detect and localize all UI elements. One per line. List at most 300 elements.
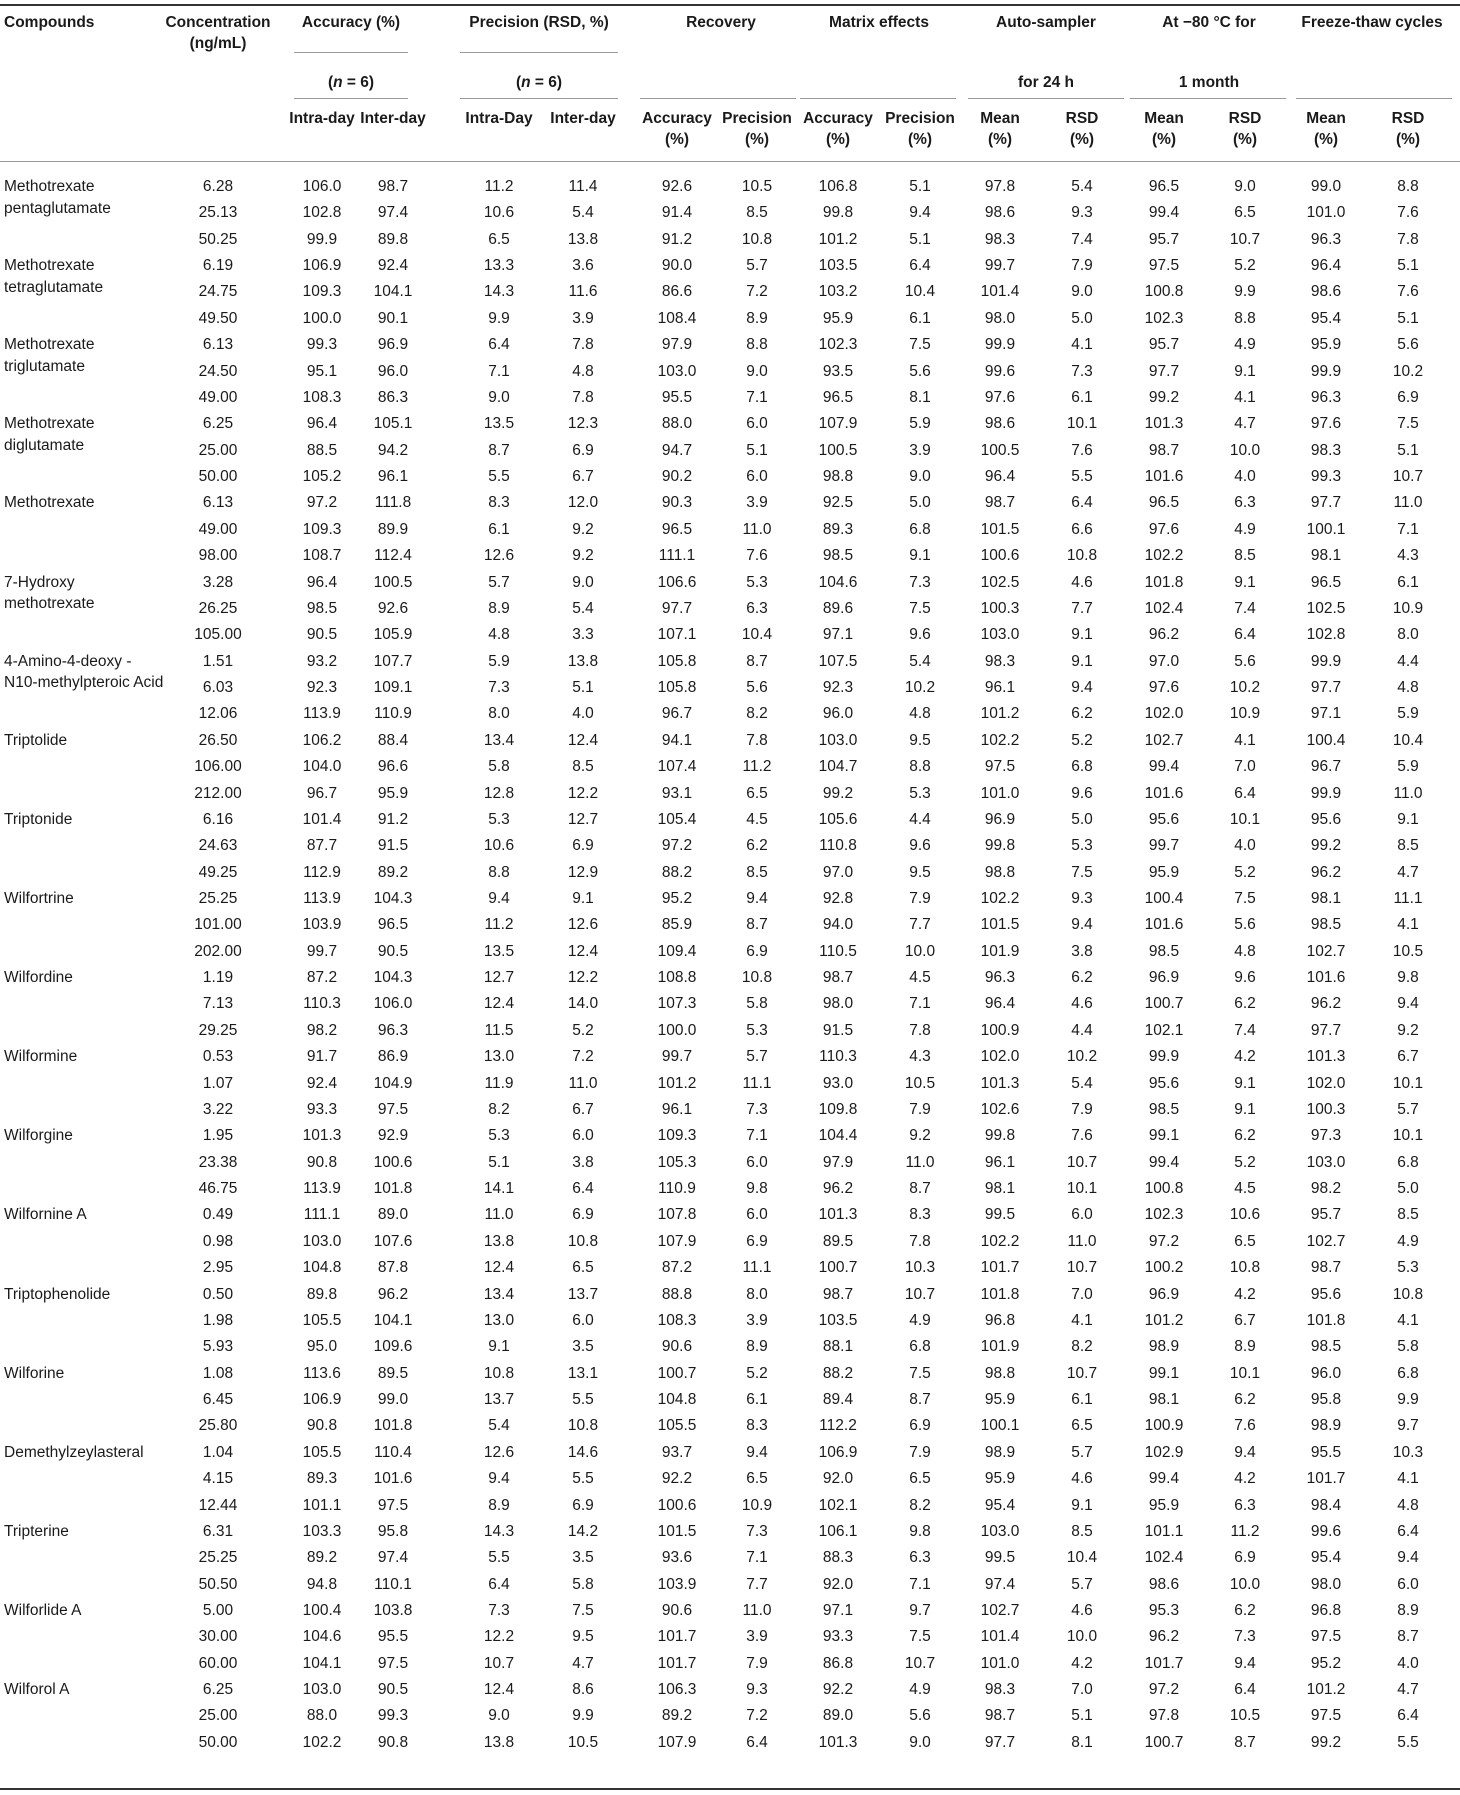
table-cell: 105.1 — [373, 415, 413, 433]
table-cell: 5.1 — [572, 679, 594, 697]
table-cell: 6.3 — [909, 1549, 931, 1567]
table-cell: 97.1 — [822, 626, 854, 644]
table-cell: 10.0 — [904, 942, 936, 960]
table-cell: 5.0 — [1397, 1180, 1419, 1198]
table-cell: 12.4 — [567, 942, 599, 960]
table-cell: 5.8 — [746, 995, 768, 1013]
table-cell: 5.8 — [488, 758, 510, 776]
table-cell: 93.1 — [661, 784, 693, 802]
table-cell: 6.9 — [572, 1206, 594, 1224]
table-cell: 96.5 — [1310, 573, 1342, 591]
table-cell: 96.5 — [661, 520, 693, 538]
header-auto-rsd — [1066, 108, 1099, 150]
table-cell: 6.9 — [572, 1496, 594, 1514]
table-cell: 9.9 — [1397, 1391, 1419, 1409]
table-cell: 96.4 — [306, 573, 338, 591]
table-cell: 14.3 — [483, 283, 515, 301]
table-cell: 112.2 — [819, 1417, 857, 1435]
table-cell: 12.7 — [483, 969, 515, 987]
table-cell: 10.5 — [1392, 942, 1424, 960]
table-cell: 9.0 — [572, 573, 594, 591]
table-cell: 6.5 — [488, 230, 510, 248]
compound-name: 7-Hydroxy methotrexate — [4, 573, 95, 613]
table-cell: 6.8 — [1397, 1153, 1419, 1171]
table-cell: 25.25 — [198, 889, 238, 907]
table-cell: 93.7 — [661, 1443, 693, 1461]
table-cell: 100.7 — [1144, 1733, 1184, 1751]
table-cell: 9.7 — [1397, 1417, 1419, 1435]
table-cell: 9.1 — [1234, 1100, 1256, 1118]
table-cell: 96.6 — [377, 758, 409, 776]
table-cell: 106.1 — [818, 1522, 858, 1540]
header-auto-mean — [980, 108, 1020, 150]
table-cell: 96.0 — [822, 705, 854, 723]
auto-mean-l2: (%) — [987, 131, 1013, 148]
table-cell: 5.9 — [909, 415, 931, 433]
table-cell: 4.1 — [1071, 1311, 1093, 1329]
table-cell: 4.0 — [572, 705, 594, 723]
table-cell: 102.1 — [818, 1496, 858, 1514]
table-cell: 7.3 — [488, 679, 510, 697]
table-cell: 9.4 — [1234, 1654, 1256, 1672]
table-cell: 6.0 — [1071, 1206, 1093, 1224]
table-cell: 9.1 — [1234, 362, 1256, 380]
table-cell: 9.4 — [1397, 995, 1419, 1013]
table-cell: 8.3 — [746, 1417, 768, 1435]
table-cell: 7.9 — [746, 1654, 768, 1672]
table-cell: 13.5 — [483, 942, 515, 960]
table-cell: 87.2 — [661, 1259, 693, 1277]
table-cell: 95.7 — [1148, 230, 1180, 248]
table-cell: 5.2 — [1234, 257, 1256, 275]
table-cell: 97.7 — [984, 1733, 1016, 1751]
m80-rsd-l1: RSD — [1228, 110, 1262, 127]
table-cell: 10.1 — [1229, 1364, 1261, 1382]
table-cell: 110.5 — [819, 942, 857, 960]
table-cell: 6.0 — [746, 468, 768, 486]
table-cell: 12.7 — [567, 810, 599, 828]
table-cell: 5.5 — [572, 1391, 594, 1409]
table-cell: 6.1 — [1071, 1391, 1093, 1409]
table-cell: 10.6 — [483, 837, 515, 855]
table-cell: 11.0 — [1067, 1232, 1097, 1250]
table-cell: 96.2 — [377, 1285, 409, 1303]
table-cell: 60.00 — [198, 1654, 238, 1672]
table-cell: 10.4 — [1392, 731, 1424, 749]
table-cell: 98.7 — [377, 178, 409, 195]
table-cell: 5.7 — [746, 1048, 768, 1066]
table-cell: 0.98 — [202, 1232, 234, 1250]
table-cell: 9.2 — [572, 547, 594, 565]
table-cell: 4.8 — [1234, 942, 1256, 960]
table-cell: 90.5 — [306, 626, 338, 644]
table-cell: 9.3 — [1071, 204, 1093, 222]
table-cell: 5.1 — [1397, 309, 1419, 327]
table-cell: 112.9 — [303, 863, 341, 881]
table-cell: 101.2 — [1144, 1311, 1184, 1329]
table-cell: 8.5 — [1071, 1522, 1093, 1540]
compound-name: Wilfordine — [4, 969, 73, 987]
table-cell: 10.8 — [1066, 547, 1098, 565]
table-cell: 102.2 — [1144, 547, 1184, 565]
table-cell: 96.3 — [1310, 230, 1342, 248]
table-cell: 94.2 — [377, 441, 409, 459]
table-cell: 100.4 — [1144, 889, 1184, 907]
table-cell: 0.50 — [202, 1285, 234, 1303]
table-cell: 90.3 — [661, 494, 693, 512]
table-cell: 5.9 — [1397, 758, 1419, 776]
table-cell: 6.8 — [909, 1338, 931, 1356]
table-cell: 113.9 — [303, 1180, 341, 1198]
table-cell: 6.0 — [572, 1311, 594, 1329]
table-cell: 98.6 — [984, 415, 1016, 433]
table-cell: 12.9 — [567, 863, 599, 881]
table-cell: 97.7 — [1310, 494, 1342, 512]
table-cell: 100.9 — [1144, 1417, 1184, 1435]
table-cell: 87.2 — [306, 969, 338, 987]
table-cell: 109.6 — [373, 1338, 413, 1356]
table-cell: 3.9 — [909, 441, 931, 459]
table-cell: 0.53 — [202, 1048, 234, 1066]
table-cell: 8.9 — [1397, 1601, 1419, 1619]
table-cell: 6.16 — [202, 810, 234, 828]
table-cell: 50.00 — [198, 1733, 238, 1751]
table-cell: 89.4 — [822, 1391, 854, 1409]
table-cell: 98.3 — [984, 1681, 1016, 1699]
table-cell: 96.2 — [1148, 626, 1180, 644]
table-cell: 101.6 — [1306, 969, 1346, 987]
table-cell: 10.7 — [1066, 1259, 1098, 1277]
table-cell: 9.0 — [1234, 178, 1256, 195]
table-cell: 5.2 — [1234, 863, 1256, 881]
table-cell: 6.7 — [1234, 1311, 1256, 1329]
header-rec-precision — [722, 108, 792, 150]
table-cell: 7.5 — [909, 1364, 931, 1382]
table-cell: 6.25 — [202, 415, 234, 433]
table-cell: 50.50 — [198, 1575, 238, 1593]
table-cell: 8.3 — [909, 1206, 931, 1224]
table-cell: 11.2 — [484, 916, 514, 934]
table-cell: 95.3 — [1148, 1601, 1180, 1619]
table-cell: 101.7 — [1306, 1470, 1346, 1488]
table-cell: 97.5 — [1310, 1707, 1342, 1725]
table-cell: 101.7 — [980, 1259, 1020, 1277]
table-cell: 10.7 — [904, 1654, 936, 1672]
table-cell: 6.9 — [1234, 1549, 1256, 1567]
table-cell: 5.1 — [746, 441, 768, 459]
table-cell: 212.00 — [194, 784, 242, 802]
table-cell: 6.4 — [1071, 494, 1093, 512]
table-cell: 4.4 — [909, 810, 931, 828]
table-cell: 98.1 — [1148, 1391, 1180, 1409]
table-cell: 12.06 — [198, 705, 238, 723]
table-cell: 6.9 — [1397, 388, 1419, 406]
table-cell: 6.03 — [202, 679, 234, 697]
table-cell: 7.3 — [746, 1100, 768, 1118]
table-cell: 99.5 — [984, 1549, 1016, 1567]
table-cell: 95.5 — [1310, 1443, 1342, 1461]
table-cell: 107.8 — [657, 1206, 697, 1224]
table-cell: 107.9 — [818, 415, 858, 433]
header-autosampler: Auto-sampler — [996, 14, 1096, 31]
table-cell: 107.1 — [657, 626, 697, 644]
table-cell: 100.6 — [373, 1153, 413, 1171]
table-cell: 4.4 — [1071, 1021, 1093, 1039]
table-cell: 5.93 — [202, 1338, 234, 1356]
table-cell: 104.1 — [302, 1654, 342, 1672]
table-cell: 102.8 — [302, 204, 342, 222]
table-cell: 99.4 — [1148, 758, 1180, 776]
table-cell: 8.7 — [909, 1391, 931, 1409]
table-cell: 13.8 — [567, 652, 599, 670]
table-cell: 97.1 — [822, 1601, 854, 1619]
table-cell: 98.0 — [984, 309, 1016, 327]
table-cell: 12.2 — [567, 969, 599, 987]
table-cell: 99.3 — [306, 336, 338, 354]
table-cell: 6.3 — [1234, 494, 1256, 512]
table-cell: 10.8 — [1229, 1259, 1261, 1277]
table-cell: 8.8 — [909, 758, 931, 776]
table-cell: 98.7 — [822, 969, 854, 987]
table-cell: 98.9 — [1310, 1417, 1342, 1435]
table-cell: 10.1 — [1066, 415, 1098, 433]
table-cell: 98.4 — [1310, 1496, 1342, 1514]
table-cell: 9.4 — [746, 889, 768, 907]
table-cell: 99.5 — [984, 1206, 1016, 1224]
table-cell: 9.4 — [746, 1443, 768, 1461]
table-cell: 86.6 — [661, 283, 693, 301]
table-cell: 95.7 — [1148, 336, 1180, 354]
table-cell: 1.19 — [202, 969, 234, 987]
header-mat-precision — [885, 108, 955, 150]
table-cell: 7.5 — [1071, 863, 1093, 881]
table-cell: 97.7 — [1148, 362, 1180, 380]
table-cell: 100.6 — [657, 1496, 697, 1514]
table-cell: 10.2 — [904, 679, 936, 697]
table-cell: 202.00 — [194, 942, 242, 960]
table-cell: 103.9 — [302, 916, 342, 934]
table-cell: 11.2 — [484, 178, 514, 195]
header-intra-day: Intra-day — [289, 110, 355, 127]
compound-name: Wilforine — [4, 1364, 65, 1382]
table-cell: 111.1 — [658, 547, 696, 565]
table-cell: 89.5 — [377, 1364, 409, 1382]
table-cell: 101.6 — [1144, 916, 1184, 934]
table-cell: 5.5 — [1397, 1733, 1419, 1751]
table-cell: 102.9 — [1144, 1443, 1184, 1461]
table-cell: 101.3 — [302, 1127, 342, 1145]
table-cell: 10.0 — [1229, 1575, 1261, 1593]
table-cell: 6.2 — [1234, 1601, 1256, 1619]
table-cell: 101.3 — [818, 1733, 858, 1751]
table-cell: 3.3 — [572, 626, 594, 644]
table-cell: 89.8 — [377, 230, 409, 248]
table-cell: 103.2 — [818, 283, 858, 301]
table-cell: 9.0 — [909, 1733, 931, 1751]
table-cell: 91.2 — [377, 810, 409, 828]
table-cell: 5.7 — [1071, 1575, 1093, 1593]
table-cell: 96.5 — [1148, 494, 1180, 512]
table-cell: 8.0 — [488, 705, 510, 723]
table-cell: 96.4 — [306, 415, 338, 433]
table-cell: 96.5 — [377, 916, 409, 934]
table-cell: 9.3 — [746, 1681, 768, 1699]
rule-recovery — [640, 98, 796, 99]
table-cell: 9.0 — [909, 468, 931, 486]
table-cell: 6.6 — [1071, 520, 1093, 538]
table-cell: 10.7 — [904, 1285, 936, 1303]
table-cell: 92.2 — [661, 1470, 693, 1488]
table-cell: 5.6 — [1234, 916, 1256, 934]
table-cell: 102.0 — [1144, 705, 1184, 723]
table-cell: 88.2 — [661, 863, 693, 881]
compound-name: Tripterine — [4, 1522, 69, 1540]
table-cell: 4.2 — [1234, 1470, 1256, 1488]
table-cell: 103.0 — [302, 1681, 342, 1699]
table-cell: 98.7 — [984, 494, 1016, 512]
table-cell: 7.8 — [909, 1232, 931, 1250]
table-cell: 96.3 — [377, 1021, 409, 1039]
table-cell: 85.9 — [661, 916, 693, 934]
table-cell: 101.2 — [980, 705, 1020, 723]
header-minus80: At −80 °C for — [1162, 14, 1256, 31]
table-cell: 7.0 — [1234, 758, 1256, 776]
table-top-rule — [0, 4, 1460, 6]
header-n6-precision — [516, 72, 562, 93]
table-cell: 105.6 — [818, 810, 858, 828]
table-cell: 8.7 — [488, 441, 510, 459]
table-cell: 88.8 — [661, 1285, 693, 1303]
table-cell: 50.25 — [198, 230, 238, 248]
table-cell: 3.8 — [572, 1153, 594, 1171]
table-cell: 10.3 — [1392, 1443, 1424, 1461]
table-cell: 6.31 — [202, 1522, 234, 1540]
table-cell: 90.8 — [306, 1417, 338, 1435]
table-cell: 13.7 — [483, 1391, 515, 1409]
table-cell: 96.4 — [1310, 257, 1342, 275]
table-cell: 97.7 — [1310, 1021, 1342, 1039]
table-cell: 95.6 — [1310, 1285, 1342, 1303]
mat-precision-l2: (%) — [907, 131, 933, 148]
table-cell: 6.7 — [1397, 1048, 1419, 1066]
table-cell: 95.4 — [1310, 1549, 1342, 1567]
table-cell: 26.50 — [198, 731, 238, 749]
table-cell: 111.1 — [303, 1206, 341, 1224]
table-cell: 97.7 — [1310, 679, 1342, 697]
table-cell: 6.9 — [572, 441, 594, 459]
table-cell: 108.4 — [657, 309, 697, 327]
table-cell: 93.0 — [822, 1074, 854, 1092]
table-cell: 113.6 — [303, 1364, 341, 1382]
table-cell: 49.25 — [198, 863, 238, 881]
table-cell: 96.5 — [822, 388, 854, 406]
table-cell: 94.1 — [661, 731, 693, 749]
table-cell: 106.9 — [302, 257, 342, 275]
ft-rsd-l2: (%) — [1395, 131, 1421, 148]
table-cell: 6.5 — [909, 1470, 931, 1488]
table-cell: 99.8 — [822, 204, 854, 222]
table-cell: 102.7 — [1306, 942, 1346, 960]
table-cell: 104.3 — [373, 889, 413, 907]
table-cell: 10.4 — [1066, 1549, 1098, 1567]
table-cell: 7.8 — [572, 336, 594, 354]
table-cell: 13.1 — [567, 1364, 599, 1382]
table-cell: 103.0 — [657, 362, 697, 380]
table-cell: 89.2 — [377, 863, 409, 881]
table-cell: 95.8 — [377, 1522, 409, 1540]
table-cell: 106.00 — [194, 758, 242, 776]
table-cell: 94.7 — [661, 441, 693, 459]
table-cell: 10.5 — [904, 1074, 936, 1092]
table-cell: 5.4 — [1071, 1074, 1093, 1092]
table-cell: 5.4 — [572, 204, 594, 222]
table-cell: 102.5 — [1306, 599, 1346, 617]
table-cell: 5.7 — [488, 573, 510, 591]
table-cell: 101.8 — [373, 1417, 413, 1435]
table-cell: 99.2 — [1310, 1733, 1342, 1751]
table-cell: 87.8 — [377, 1259, 409, 1277]
compound-name: Methotrexate — [4, 494, 95, 512]
table-cell: 97.5 — [1310, 1628, 1342, 1646]
table-cell: 98.3 — [1310, 441, 1342, 459]
table-cell: 9.1 — [572, 889, 594, 907]
table-cell: 107.9 — [657, 1232, 697, 1250]
table-cell: 5.4 — [1071, 178, 1093, 195]
table-cell: 99.2 — [1148, 388, 1180, 406]
table-cell: 101.4 — [302, 810, 342, 828]
table-cell: 104.0 — [302, 758, 342, 776]
table-cell: 8.2 — [746, 705, 768, 723]
table-cell: 11.2 — [742, 758, 772, 776]
table-cell: 96.2 — [1148, 1628, 1180, 1646]
table-cell: 99.4 — [1148, 1153, 1180, 1171]
table-cell: 99.2 — [1310, 837, 1342, 855]
rule-freeze — [1296, 98, 1452, 99]
mat-precision-l1: Precision — [885, 110, 955, 127]
table-cell: 4.7 — [1397, 1681, 1419, 1699]
table-cell: 13.4 — [483, 1285, 515, 1303]
table-cell: 96.4 — [984, 468, 1016, 486]
table-cell: 101.3 — [818, 1206, 858, 1224]
header-mat-accuracy — [803, 108, 873, 150]
table-cell: 98.5 — [1310, 1338, 1342, 1356]
compound-name: Wilfornine A — [4, 1206, 87, 1224]
table-cell: 6.4 — [909, 257, 931, 275]
header-minus80-l2: 1 month — [1178, 74, 1240, 91]
table-cell: 95.0 — [306, 1338, 338, 1356]
table-cell: 95.4 — [1310, 309, 1342, 327]
table-cell: 7.4 — [1071, 230, 1093, 248]
table-cell: 7.3 — [488, 1601, 510, 1619]
table-cell: 3.9 — [746, 494, 768, 512]
table-cell: 101.8 — [980, 1285, 1020, 1303]
table-cell: 100.5 — [980, 441, 1020, 459]
table-cell: 96.1 — [661, 1100, 693, 1118]
table-cell: 11.2 — [1230, 1522, 1260, 1540]
table-cell: 88.1 — [822, 1338, 854, 1356]
table-cell: 9.1 — [1234, 1074, 1256, 1092]
table-cell: 7.1 — [746, 388, 768, 406]
table-cell: 6.13 — [202, 336, 234, 354]
table-cell: 102.6 — [980, 1100, 1020, 1118]
table-cell: 88.0 — [306, 1707, 338, 1725]
table-cell: 5.7 — [746, 257, 768, 275]
table-cell: 107.4 — [657, 758, 697, 776]
compound-name: Methotrexate triglutamate — [4, 336, 95, 375]
table-cell: 3.5 — [572, 1549, 594, 1567]
table-cell: 91.2 — [661, 230, 693, 248]
table-cell: 9.1 — [1071, 652, 1093, 670]
